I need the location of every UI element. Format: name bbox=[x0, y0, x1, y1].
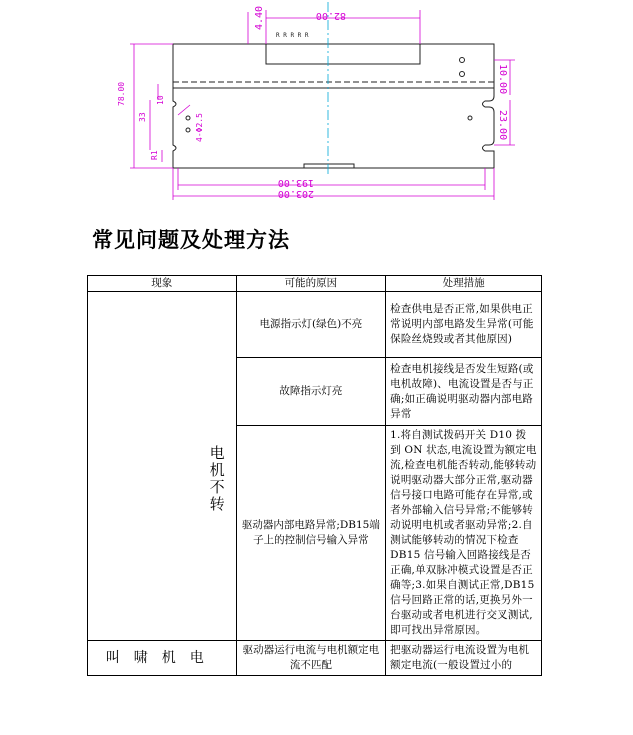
dim-left-upper: 10 bbox=[156, 95, 165, 105]
dim-left-mid: 33 bbox=[138, 112, 147, 122]
dimension-lines bbox=[130, 10, 515, 200]
fix-cell: 1.将自测试拨码开关 D10 拨到 ON 状态,电流设置为额定电流,检查电机能否转动,能够转动说明驱动器大部分正常,驱动器信号接口电路可能存在异常,或者外部输入信号异常;不能够转动说明电机或者驱动异常;2.自测试能够转动的情况下检查 DB15 信号输入回路接线是否正确,单双脉冲模式设置是否正确等;3.如果自测试正常,DB15 信号回路正常的话,更换另外一台驱动或者电机进行交叉测试,即可找出异常原因。 bbox=[386, 426, 542, 641]
phenomenon-cell bbox=[88, 292, 237, 641]
fix-cell: 检查供电是否正常,如果供电正常说明内部电路发生异常(可能保险丝烧毁或者其他原因) bbox=[386, 292, 542, 358]
cause-cell: 电源指示灯(绿色)不亮 bbox=[236, 292, 386, 358]
dim-bottom-inner: 193.00 bbox=[277, 177, 314, 188]
dim-bottom-outer: 203.00 bbox=[277, 188, 314, 199]
stamp-label: R R R R R bbox=[276, 32, 309, 39]
mechanical-drawing bbox=[0, 0, 633, 215]
phenomenon-text: 电机不转 bbox=[207, 444, 226, 513]
drawing-svg bbox=[0, 0, 633, 215]
dim-top-width: 82.00 bbox=[315, 10, 346, 21]
table-row bbox=[88, 292, 542, 358]
troubleshooting-table bbox=[87, 275, 542, 676]
cause-cell: 驱动器内部电路异常;DB15端子上的控制信号输入异常 bbox=[236, 426, 386, 641]
fix-cell: 把驱动器运行电流设置为电机额定电流(一般设置过小的 bbox=[386, 641, 542, 676]
dim-left-hole: 4-Φ2.5 bbox=[195, 113, 204, 142]
dim-right-upper: 10.00 bbox=[497, 64, 508, 95]
header-cause: 可能的原因 bbox=[236, 276, 386, 292]
dim-left-total: 78.00 bbox=[117, 81, 126, 106]
plate-outline bbox=[173, 44, 494, 168]
cause-cell: 驱动器运行电流与电机额定电流不匹配 bbox=[236, 641, 386, 676]
page-heading: 常见问题及处理方法 bbox=[92, 228, 290, 252]
table-row bbox=[88, 641, 542, 676]
dim-left-slot: R1 bbox=[150, 150, 159, 160]
fix-cell: 检查电机接线是否发生短路(或电机故障)、电流设置是否与正确;如正确说明驱动器内部电路异常 bbox=[386, 358, 542, 426]
phenomenon-cell-2: 叫啸机电 bbox=[88, 641, 237, 676]
dim-top-small: 4.40 bbox=[254, 5, 265, 30]
header-fix: 处理措施 bbox=[386, 276, 542, 292]
header-phenomenon: 现象 bbox=[88, 276, 237, 292]
table-header-row bbox=[88, 276, 542, 292]
cause-cell: 故障指示灯亮 bbox=[236, 358, 386, 426]
dim-right-lower: 23.00 bbox=[497, 110, 508, 141]
